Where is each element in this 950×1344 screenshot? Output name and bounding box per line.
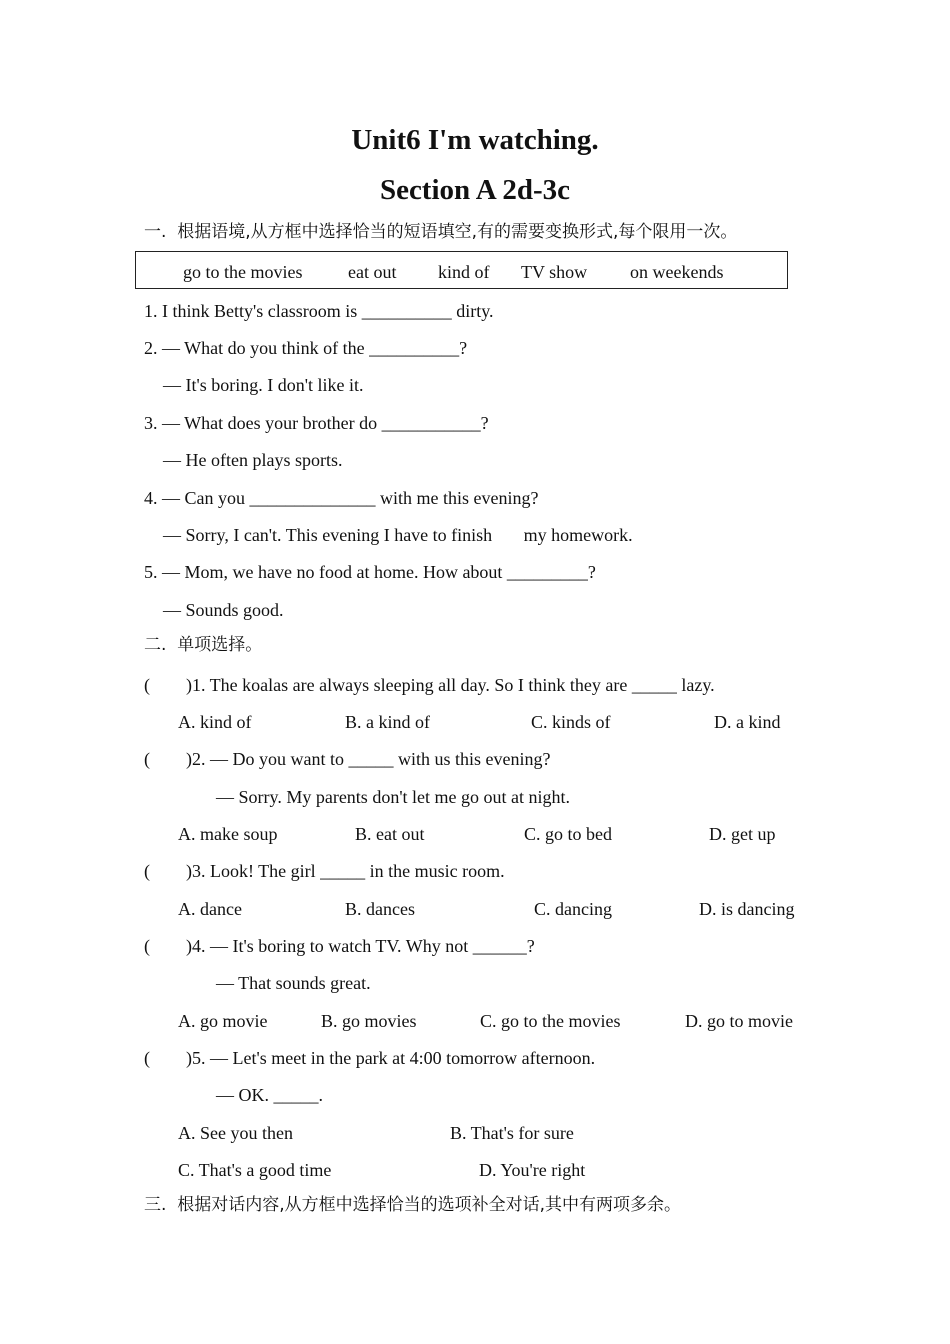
question-1-2: 2. — What do you think of the __________? <box>144 338 468 358</box>
question-1-4: 4. — Can you ______________ with me this evening? <box>144 488 539 508</box>
section-heading-2: 二. 单项选择。 <box>144 635 263 655</box>
option: C. dancing <box>534 899 612 919</box>
question-1-3-reply: — He often plays sports. <box>163 450 343 470</box>
question-1-5: 5. — Mom, we have no food at home. How about _________? <box>144 562 596 582</box>
question-2-2-reply: — Sorry. My parents don't let me go out at night. <box>216 787 571 807</box>
option: D. is dancing <box>699 899 795 919</box>
option: C. go to bed <box>524 824 612 844</box>
option: D. get up <box>709 824 776 844</box>
question-1-2-reply: — It's boring. I don't like it. <box>163 375 364 395</box>
word-box-item: eat out <box>348 262 397 282</box>
question-2-4-reply: — That sounds great. <box>216 973 371 993</box>
question-1-1: 1. I think Betty's classroom is __________ dirty. <box>144 301 494 321</box>
question-1-3: 3. — What does your brother do ___________? <box>144 413 489 433</box>
page-subtitle: Section A 2d-3c <box>379 174 571 206</box>
option: C. kinds of <box>531 712 611 732</box>
option: D. You're right <box>479 1160 586 1180</box>
option: B. dances <box>345 899 415 919</box>
option: D. go to movie <box>685 1011 793 1031</box>
section-heading-1: 一. 根据语境,从方框中选择恰当的短语填空,有的需要变换形式,每个限用一次。 <box>144 222 738 242</box>
question-2-5: ( )5. — Let's meet in the park at 4:00 tomorrow afternoon. <box>144 1048 596 1068</box>
option: C. That's a good time <box>178 1160 332 1180</box>
option: A. go movie <box>178 1011 268 1031</box>
word-box-item: on weekends <box>630 262 724 282</box>
page-title: Unit6 I'm watching. <box>351 124 599 156</box>
question-2-2: ( )2. — Do you want to _____ with us this evening? <box>144 749 551 769</box>
word-box <box>135 251 788 289</box>
option: B. eat out <box>355 824 425 844</box>
option: A. make soup <box>178 824 278 844</box>
question-2-5-reply: — OK. _____. <box>216 1085 323 1105</box>
question-1-4-reply: — Sorry, I can't. This evening I have to finish my homework. <box>163 525 633 545</box>
word-box-item: go to the movies <box>183 262 303 282</box>
question-2-1: ( )1. The koalas are always sleeping all day. So I think they are _____ lazy. <box>144 675 715 695</box>
option: A. See you then <box>178 1123 293 1143</box>
section-heading-3: 三. 根据对话内容,从方框中选择恰当的选项补全对话,其中有两项多余。 <box>144 1195 682 1215</box>
question-1-5-reply: — Sounds good. <box>163 600 284 620</box>
option: C. go to the movies <box>480 1011 621 1031</box>
word-box-item: TV show <box>521 262 588 282</box>
question-2-3: ( )3. Look! The girl _____ in the music room. <box>144 861 505 881</box>
option: B. go movies <box>321 1011 417 1031</box>
option: B. That's for sure <box>450 1123 574 1143</box>
word-box-item: kind of <box>438 262 490 282</box>
option: D. a kind <box>714 712 781 732</box>
option: B. a kind of <box>345 712 430 732</box>
option: A. dance <box>178 899 242 919</box>
question-2-4: ( )4. — It's boring to watch TV. Why not ______? <box>144 936 535 956</box>
option: A. kind of <box>178 712 252 732</box>
